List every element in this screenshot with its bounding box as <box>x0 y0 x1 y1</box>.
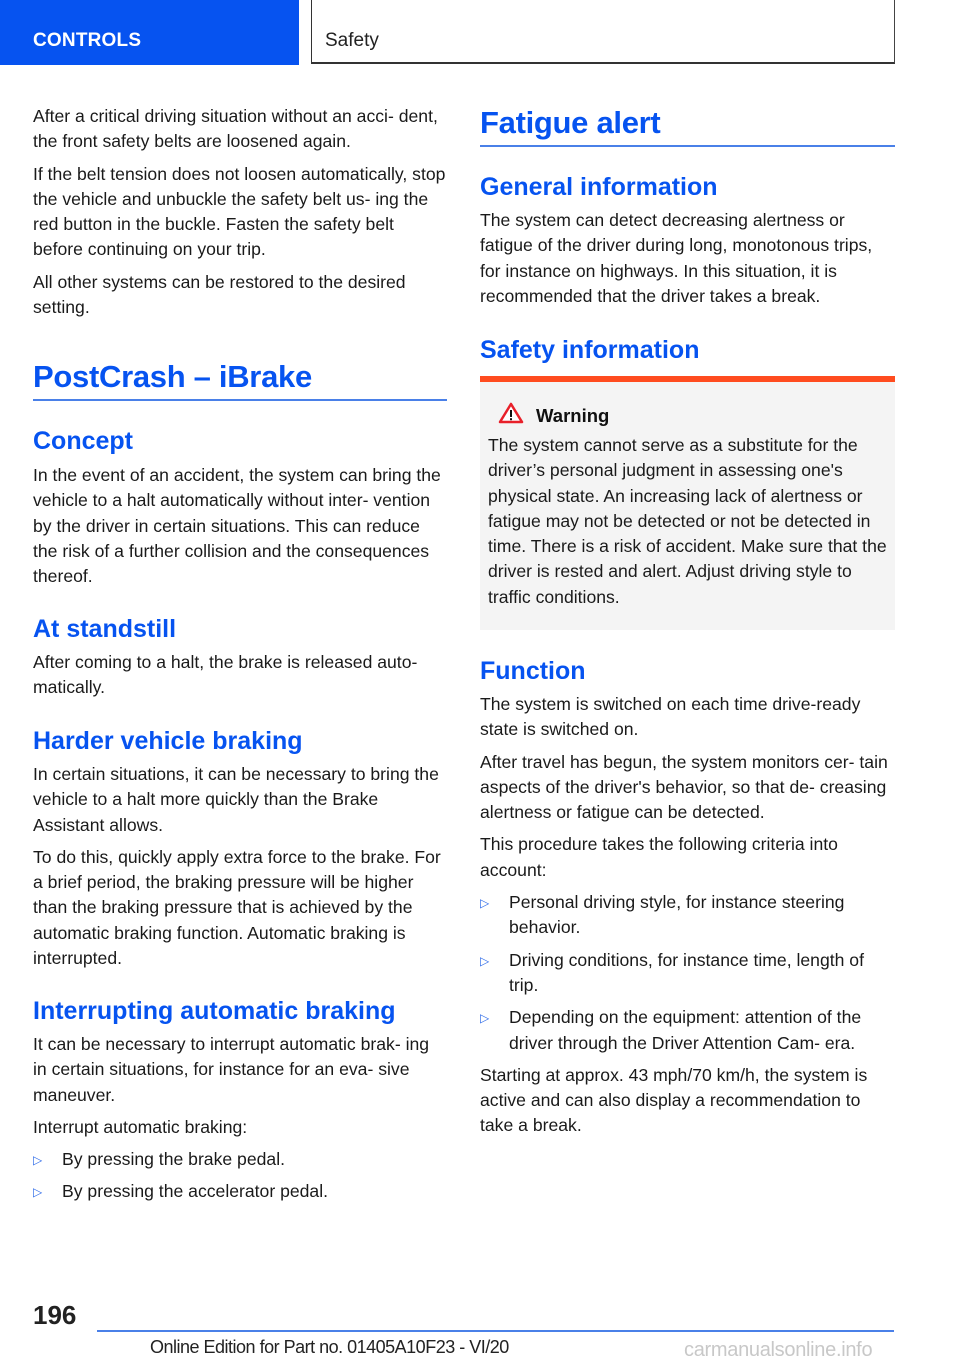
list-item: ▷ Driving conditions, for instance time, length of trip. <box>480 949 864 995</box>
paragraph: In certain situations, it can be necessary to bring the vehicle to a halt more quickly than the Brake Assistant allows. <box>33 764 439 835</box>
title-rule <box>480 145 895 147</box>
interrupting-heading: Interrupting automatic braking <box>33 997 396 1025</box>
standstill-text <box>33 650 447 701</box>
paragraph: The system can detect decreasing alertness or fatigue of the driver during long, monotonous trips, for instance on highways. In this situation, it is recommended that the driver takes a break. <box>480 210 873 306</box>
triangle-bullet-icon: ▷ <box>33 1185 43 1200</box>
title-rule <box>33 399 447 401</box>
paragraph: Interrupt automatic braking: <box>33 1116 248 1137</box>
warning-triangle-icon <box>498 402 524 429</box>
paragraph: This procedure takes the following criteria into account: <box>480 834 838 880</box>
page-number: 196 <box>33 1300 77 1330</box>
warning-box <box>480 382 895 630</box>
list-item: ▷ By pressing the accelerator pedal. <box>33 1179 447 1204</box>
paragraph: All other systems can be restored to the desired setting. <box>33 271 406 318</box>
triangle-bullet-icon: ▷ <box>480 896 490 911</box>
triangle-bullet-icon: ▷ <box>480 953 490 968</box>
warning-title: Warning <box>536 404 610 426</box>
harder-braking-heading: Harder vehicle braking <box>33 727 303 755</box>
function-heading: Function <box>480 657 586 685</box>
paragraph: If the belt tension does not loosen automatically, stop the vehicle and unbuckle the safety belt us- ing the red button in the buckle. Fasten the safety belt before continuing on your trip. <box>33 163 446 260</box>
list-item: ▷ Personal driving style, for instance steering behavior. <box>480 892 845 938</box>
paragraph: In the event of an accident, the system can bring the vehicle to a halt automatically without inter- vention by the driver in certain situations. This can reduce the risk of a further collision and the consequences thereof. <box>33 465 441 587</box>
postcrash-title: PostCrash – iBrake <box>33 359 312 394</box>
triangle-bullet-icon: ▷ <box>480 1011 490 1026</box>
list-item: ▷ Depending on the equipment: attention of the driver through the Driver Attention Cam- era. <box>480 1007 862 1053</box>
section-label: Safety <box>325 30 379 51</box>
concept-heading: Concept <box>33 427 133 455</box>
harder-braking-text <box>33 762 447 971</box>
standstill-heading: At standstill <box>33 615 177 643</box>
fatigue-alert-title: Fatigue alert <box>480 105 661 140</box>
triangle-bullet-icon: ▷ <box>33 1153 43 1168</box>
interrupting-text <box>33 1032 447 1205</box>
concept-text <box>33 463 447 589</box>
watermark: carmanualsonline.info <box>684 1339 873 1361</box>
intro-text <box>33 104 447 320</box>
safety-info-heading: Safety information <box>480 336 700 364</box>
section-tab <box>311 0 895 64</box>
paragraph: After travel has begun, the system monitors cer- tain aspects of the driver's behavior, so that de- creasing alertness or fatigue can be detected. <box>480 751 888 823</box>
paragraph: To do this, quickly apply extra force to the brake. For a brief period, the braking pressure will be higher than the braking pressure that is achieved by the automatic braking function. Automatic braking is interrupted. <box>33 846 441 969</box>
warning-text: The system cannot serve as a substitute for the driver’s personal judgment in assessing one's physical state. An increasing lack of alertness or fatigue may not be detected or not be detected in time. There is a risk of accident. Make sure that the driver is rested and alert. Adjust driving style to traffic conditions. <box>488 435 887 607</box>
criteria-bullet-list <box>480 890 895 1056</box>
list-item: ▷ By pressing the brake pedal. <box>33 1147 447 1172</box>
edition-text: Online Edition for Part no. 01405A10F23 - VI/20 <box>150 1337 509 1357</box>
paragraph: Starting at approx. 43 mph/70 km/h, the system is active and can also display a recommendation to take a break. <box>480 1064 868 1136</box>
footer-rule <box>97 1330 894 1332</box>
paragraph: The system is switched on each time drive-ready state is switched on. <box>480 694 861 740</box>
chapter-tab <box>0 0 299 65</box>
interrupt-bullet-list <box>33 1147 447 1205</box>
chapter-label: CONTROLS <box>33 30 142 51</box>
general-info-heading: General information <box>480 173 718 201</box>
function-text <box>480 692 895 1139</box>
paragraph: After a critical driving situation without an acci- dent, the front safety belts are loosened again. <box>33 106 438 152</box>
paragraph: After coming to a halt, the brake is released auto- matically. <box>33 652 418 698</box>
paragraph: It can be necessary to interrupt automatic brak- ing in certain situations, for instance for an eva- sive maneuver. <box>33 1034 430 1105</box>
warning-header <box>498 402 887 429</box>
general-info-text <box>480 208 895 309</box>
